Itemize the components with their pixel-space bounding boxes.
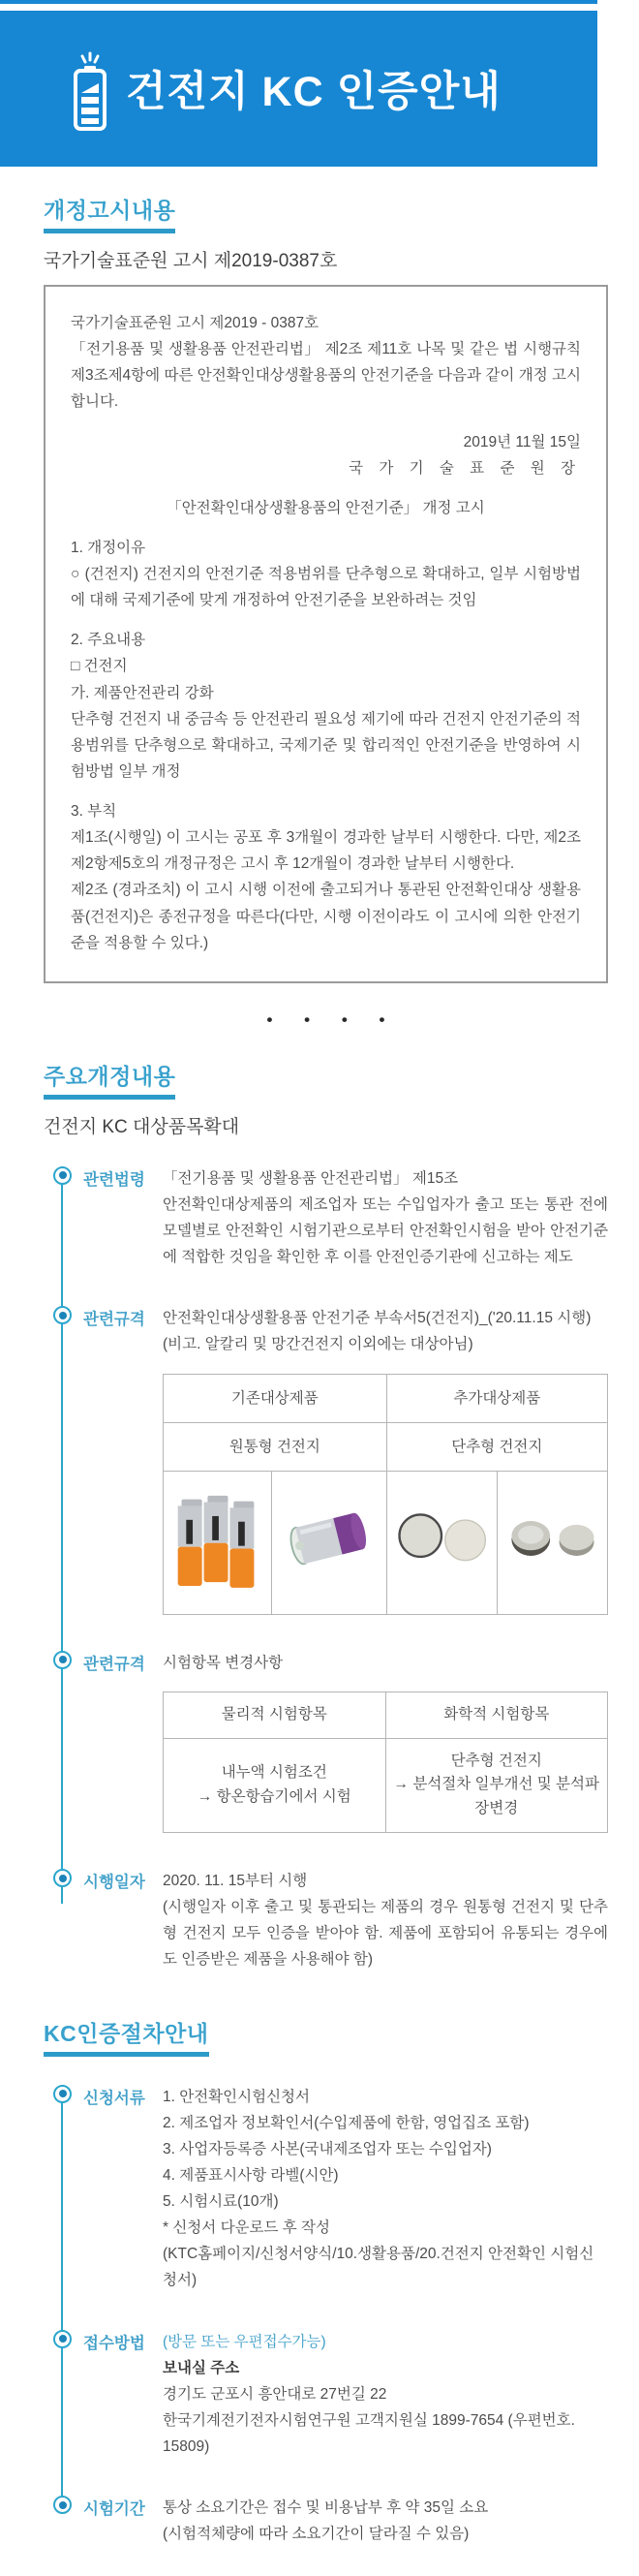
test-items-line: 시험항목 변경사항 xyxy=(163,1654,284,1671)
submission-address-title: 보내실 주소 xyxy=(163,2359,240,2376)
test-period-note: (시험적체량에 따라 소요기간이 달라질 수 있음) xyxy=(163,2526,470,2543)
procedure-section-title: KC인증절차안내 xyxy=(44,2016,209,2057)
table-header-cell: 기존대상제품 xyxy=(164,1374,387,1422)
top-strip xyxy=(0,0,597,4)
notice-paragraph: 2. 주요내용 xyxy=(71,632,146,649)
section-revision-notice xyxy=(44,193,608,983)
separator-dots: • • • • xyxy=(266,1009,399,1029)
document-list-item: (KTC홈페이지/신청서양식/10.생활용품/20.건전지 안전확인 시험신청서) xyxy=(163,2246,594,2289)
table-subheader-cell: 원통형 건전지 xyxy=(164,1422,387,1471)
timeline-bullet-icon xyxy=(53,2085,72,2103)
revision-section-title: 개정고시내용 xyxy=(44,193,175,233)
document-list-item: 1. 안전확인시험신청서 xyxy=(163,2088,310,2105)
timeline-bullet-icon xyxy=(53,1651,72,1669)
item-label: 관련규격 xyxy=(83,1311,145,1329)
timeline-bullet-icon xyxy=(53,2496,72,2514)
notice-number: 국가기술표준원 고시 제2019-0387호 xyxy=(44,251,338,271)
notice-signer: 국 가 기 술 표 준 원 장 xyxy=(349,459,581,477)
table-cell: 내누액 시험조건 → 항온항습기에서 시험 xyxy=(164,1738,386,1832)
notice-paragraph: 3. 부칙 xyxy=(71,803,117,820)
timeline-item-effective-date xyxy=(53,1868,608,1973)
aa-batteries-image xyxy=(164,1471,272,1614)
submission-note: (방문 또는 우편접수가능) xyxy=(163,2333,326,2350)
timeline-bullet-icon xyxy=(53,2330,72,2348)
header-banner xyxy=(0,11,597,167)
timeline-line xyxy=(61,2097,63,2503)
table-header-cell: 화학적 시험항목 xyxy=(385,1691,608,1738)
amendment-subtitle: 건전지 KC 대상품목확대 xyxy=(44,1116,240,1137)
item-label: 관련규격 xyxy=(83,1655,145,1673)
notice-paragraph: 단추형 건전지 내 중금속 등 안전관리 필요성 제기에 따라 건전지 안전기준의 적용범위를 단추형으로 확대하고, 국제기준 및 합리적인 안전기준을 반영하여 시험방법 일부 개정 xyxy=(71,710,581,780)
notice-center-title: 「안전확인대상생활용품의 안전기준」 개정 고시 xyxy=(167,499,485,516)
timeline-item-test-period xyxy=(53,2495,608,2547)
amendment-section-title: 주요개정내용 xyxy=(44,1059,175,1100)
document-list-item: 3. 사업자등록증 사본(국내제조업자 또는 수입업자) xyxy=(163,2140,492,2157)
timeline-item-documents xyxy=(53,2084,608,2294)
notice-paragraph: 1. 개정이유 xyxy=(71,539,146,556)
product-scope-table xyxy=(163,1374,608,1615)
button-cells-image xyxy=(497,1471,607,1614)
timeline-line xyxy=(61,1179,63,1904)
notice-paragraph: ○ (건전지) 건전지의 안전기준 적용범위를 단추형으로 확대하고, 일부 시험방법에 대해 국제기준에 맞게 개정하여 안전기준을 보완하려는 것임 xyxy=(71,566,581,609)
test-period-line: 통상 소요기간은 접수 및 비용납부 후 약 35일 소요 xyxy=(163,2499,489,2517)
notice-date: 2019년 11월 15일 xyxy=(463,433,581,450)
timeline-item-submission xyxy=(53,2329,608,2461)
test-change-table xyxy=(163,1691,608,1833)
table-cell: 단추형 건전지 → 분석절차 일부개선 및 분석파장변경 xyxy=(385,1738,608,1832)
document-list-item: * 신청서 다운로드 후 작성 xyxy=(163,2219,330,2237)
section-amendment xyxy=(44,1059,608,1973)
item-label: 관련법령 xyxy=(83,1170,145,1189)
standard-line2: (비고. 알칼리 및 망간건전지 이외에는 대상아님) xyxy=(163,1336,473,1353)
table-header-cell: 추가대상제품 xyxy=(386,1374,607,1422)
page-title: 건전지 KC 인증안내 xyxy=(126,69,502,115)
c-battery-image xyxy=(271,1471,386,1614)
procedure-timeline xyxy=(44,2084,608,2548)
notice-box xyxy=(44,285,608,983)
item-label: 시험기간 xyxy=(83,2500,145,2519)
submission-address-line: 한국기계전기전자시험연구원 고객지원실 1899-7654 (우편번호. 15809) xyxy=(163,2411,575,2456)
timeline-bullet-icon xyxy=(53,1306,72,1324)
effective-date-note: (시행일자 이후 출고 및 통관되는 제품의 경우 원통형 건전지 및 단추형 건전지 모두 인증을 받아야 함. 제품에 포함되어 유통되는 경우에도 인증받은 제품을 사용해야 함) xyxy=(163,1899,608,1969)
battery-icon xyxy=(70,47,110,132)
item-label: 시행일자 xyxy=(83,1874,145,1892)
document-list-item: 2. 제조업자 정보확인서(수입제품에 한함, 영업집조 포함) xyxy=(163,2114,530,2131)
coin-cells-image xyxy=(386,1471,497,1614)
effective-date-line: 2020. 11. 15부터 시행 xyxy=(163,1873,308,1890)
notice-paragraph: 제2조 (경과조치) 이 고시 시행 이전에 출고되거나 통관된 안전확인대상 생활용품(건전지)은 종전규정을 따른다(다만, 시행 이전이라도 이 고시에 의한 안전기준을 적용할 수 있다.) xyxy=(71,882,581,951)
document-list-item: 4. 제품표시사항 라벨(시안) xyxy=(163,2166,339,2184)
related-law-line: 「전기용품 및 생활용품 안전관리법」 제15조 xyxy=(163,1169,459,1187)
timeline-item-related-law xyxy=(53,1165,608,1271)
standard-line1: 안전확인대상생활용품 안전기준 부속서5(건전지)_('20.11.15 시행) xyxy=(163,1310,592,1327)
item-label: 접수방법 xyxy=(83,2334,145,2352)
document-list-item: 5. 시험시료(10개) xyxy=(163,2193,279,2211)
timeline-bullet-icon xyxy=(53,1166,72,1185)
document-body xyxy=(0,193,639,2576)
table-subheader-cell: 단추형 건전지 xyxy=(386,1422,607,1471)
timeline-item-test-items xyxy=(53,1650,608,1833)
notice-ref: 국가기술표준원 고시 제2019 - 0387호 xyxy=(71,315,320,331)
item-label: 신청서류 xyxy=(83,2089,145,2107)
notice-paragraph: 가. 제품안전관리 강화 xyxy=(71,684,214,701)
notice-paragraph: 제1조(시행일) 이 고시는 공포 후 3개월이 경과한 날부터 시행한다. 다만, 제2조제2항제5호의 개정규정은 고시 후 12개월이 경과한 날부터 시행한다. xyxy=(71,829,581,873)
timeline-bullet-icon xyxy=(53,1869,72,1887)
notice-paragraph: □ 건전지 xyxy=(71,658,128,675)
section-procedure xyxy=(44,2016,608,2548)
related-law-text: 안전확인대상제품의 제조업자 또는 수입업자가 출고 또는 통관 전에 모델별로 안전확인 시험기관으로부터 안전확인시험을 받아 안전기준에 적합한 것임을 확인한 후 이를 안전인증기관에 신고하는 제도 xyxy=(163,1195,608,1266)
notice-intro: 「전기용품 및 생활용품 안전관리법」 제2조 제11호 나목 및 같은 법 시행규칙 제3조제4항에 따른 안전확인대상생활용품의 안전기준을 다음과 같이 개정 고시합니다. xyxy=(71,341,581,411)
amendment-timeline xyxy=(44,1165,608,1973)
timeline-item-related-standard xyxy=(53,1305,608,1615)
submission-address-line: 경기도 군포시 흥안대로 27번길 22 xyxy=(163,2385,387,2403)
table-header-cell: 물리적 시험항목 xyxy=(164,1691,386,1738)
